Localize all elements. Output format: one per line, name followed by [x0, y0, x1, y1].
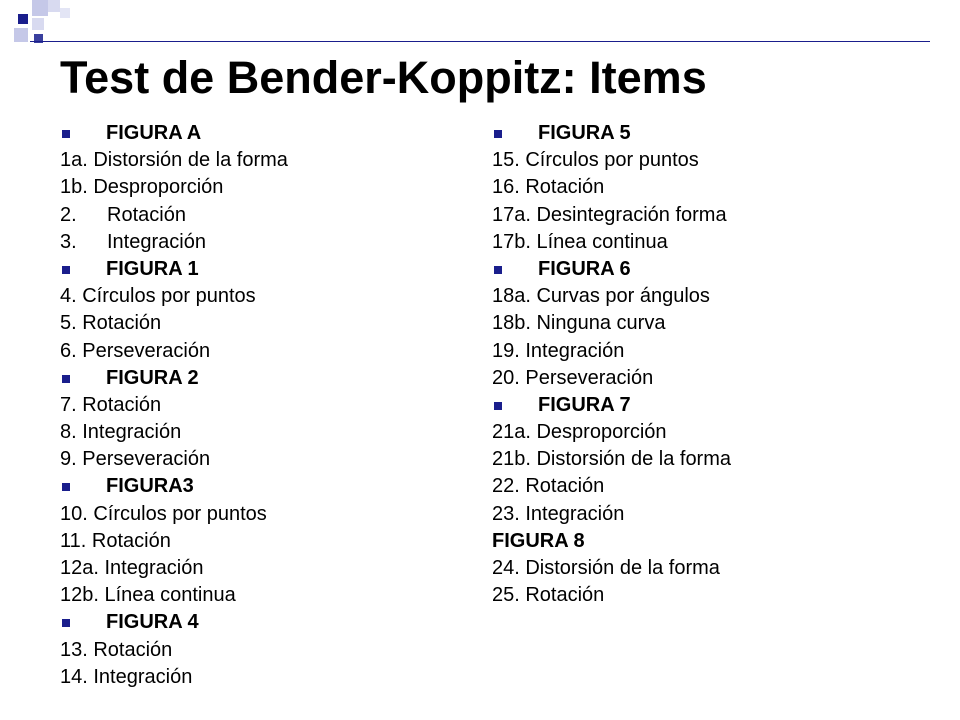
- left-item-column: [60, 120, 288, 691]
- deco-square-light: [48, 0, 60, 12]
- item-text: Integración: [107, 230, 206, 253]
- square-bullet-icon: [494, 266, 502, 274]
- item-line: 19. Integración: [492, 339, 625, 362]
- square-bullet-icon: [494, 130, 502, 138]
- figure-header-label: FIGURA 5: [538, 122, 631, 144]
- item-line: 18b. Ninguna curva: [492, 312, 666, 335]
- figure-header-label: FIGURA 1: [106, 257, 199, 280]
- item-line: 12b. Línea continua: [60, 584, 236, 607]
- item-line: 10. Círculos por puntos: [60, 502, 267, 525]
- item-line: 6. Perseveración: [60, 339, 211, 362]
- figure-header: [60, 609, 288, 636]
- figure-header-label: FIGURA A: [106, 122, 202, 144]
- item-line: 24. Distorsión de la forma: [492, 557, 720, 579]
- item-line: 8. Integración: [60, 421, 182, 444]
- deco-square-light: [14, 28, 28, 42]
- deco-square-light: [32, 0, 48, 16]
- item-line: [60, 202, 288, 229]
- deco-square-navy: [18, 14, 28, 24]
- figure-header-label: FIGURA 7: [538, 393, 631, 416]
- header-rule: [30, 41, 930, 42]
- item-line: 22. Rotación: [492, 475, 605, 498]
- item-line: [60, 229, 288, 256]
- figure-header: [60, 256, 288, 283]
- figure-header-label: FIGURA3: [106, 475, 194, 498]
- square-bullet-icon: [62, 375, 70, 383]
- figure-header-label: FIGURA 6: [538, 257, 631, 280]
- item-line: 17b. Línea continua: [492, 230, 668, 253]
- figure-header: [492, 120, 731, 147]
- item-line: 11. Rotación: [60, 529, 171, 552]
- item-line: 25. Rotación: [492, 584, 605, 607]
- figure-header: [492, 256, 731, 283]
- square-bullet-icon: [62, 483, 70, 491]
- item-line: 17a. Desintegración forma: [492, 203, 727, 226]
- figure-header-label: FIGURA 4: [106, 611, 199, 634]
- item-line: 7. Rotación: [60, 393, 162, 416]
- figure-label: FIGURA 8: [492, 529, 585, 552]
- figure-header-label: FIGURA 2: [106, 366, 199, 389]
- item-line: 16. Rotación: [492, 176, 605, 199]
- right-item-column: [492, 120, 731, 609]
- item-line: 1b. Desproporción: [60, 176, 224, 199]
- item-text: Rotación: [107, 203, 186, 226]
- item-line: 1a. Distorsión de la forma: [60, 149, 288, 172]
- item-line: 12a. Integración: [60, 557, 204, 579]
- figure-header: [60, 120, 288, 147]
- item-line: 21a. Desproporción: [492, 421, 667, 444]
- item-line: 23. Integración: [492, 502, 625, 525]
- item-line: 21b. Distorsión de la forma: [492, 448, 732, 471]
- item-line: 15. Círculos por puntos: [492, 149, 699, 172]
- page-title: Test de Bender-Koppitz: Items: [60, 52, 707, 103]
- item-line: 9. Perseveración: [60, 448, 211, 471]
- figure-header: [60, 365, 288, 392]
- item-line: 5. Rotación: [60, 312, 162, 335]
- item-line: 20. Perseveración: [492, 366, 654, 389]
- square-bullet-icon: [62, 619, 70, 627]
- item-number: 2.: [60, 203, 77, 226]
- square-bullet-icon: [494, 402, 502, 410]
- item-line: 18a. Curvas por ángulos: [492, 285, 710, 308]
- deco-square-light: [32, 18, 44, 30]
- item-number: 3.: [60, 230, 77, 253]
- item-line: 13. Rotación: [60, 638, 173, 661]
- deco-square-light: [60, 8, 70, 18]
- figure-header: [492, 392, 731, 419]
- item-line: 14. Integración: [60, 665, 193, 688]
- item-line: 4. Círculos por puntos: [60, 285, 256, 308]
- figure-header: [60, 473, 288, 500]
- square-bullet-icon: [62, 130, 70, 138]
- square-bullet-icon: [62, 266, 70, 274]
